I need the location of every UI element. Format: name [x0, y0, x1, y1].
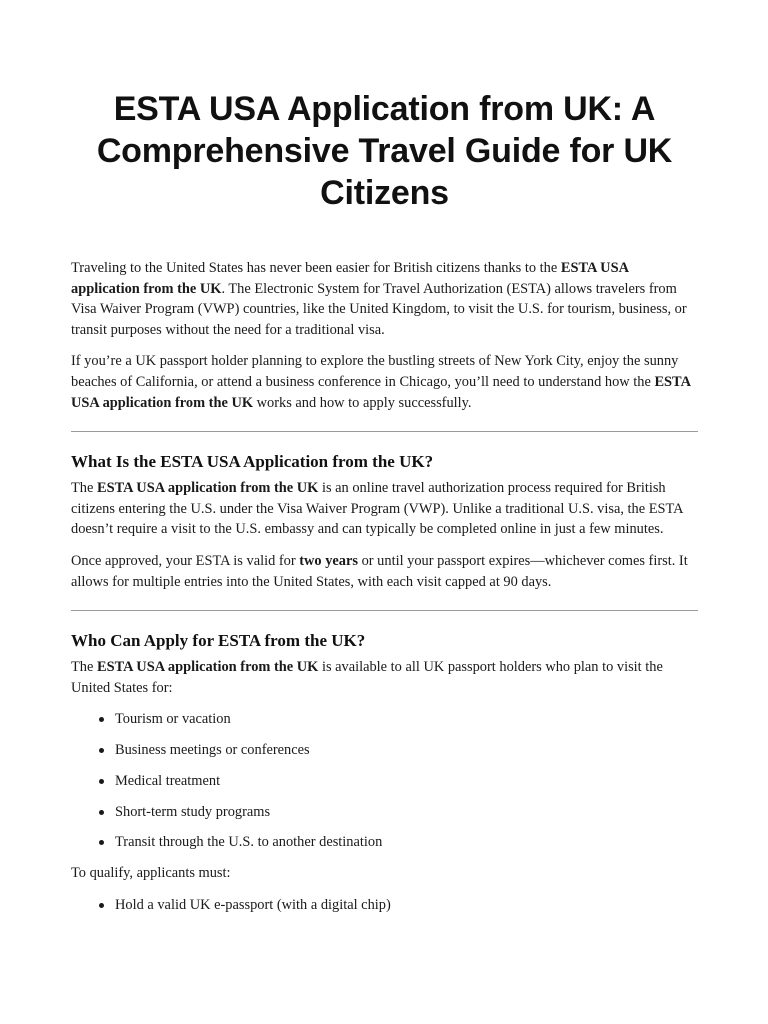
section-divider	[71, 431, 698, 432]
text-run: Traveling to the United States has never been easier for British citizens thanks to the	[71, 260, 561, 276]
list-item	[115, 895, 698, 916]
bullet-icon	[99, 779, 104, 784]
intro-paragraph-1	[71, 258, 698, 340]
list-item	[115, 709, 698, 730]
intro-paragraph-2	[71, 351, 698, 413]
list-item-text: Tourism or vacation	[115, 711, 231, 728]
section-divider	[71, 610, 698, 611]
qualify-intro: To qualify, applicants must:	[71, 865, 231, 882]
bold-text: ESTA USA application from the UK	[96, 480, 319, 497]
text-run: works and how to apply successfully.	[253, 394, 472, 411]
page-title: ESTA USA Application from UK: A Comprehensive Travel Guide for UK Citizens	[96, 90, 673, 212]
list-item	[115, 740, 698, 761]
requirements-list	[71, 895, 698, 916]
text-run: . The Electronic System for Travel Authorization (ESTA) allows travelers from Visa Waiver Program (VWP) countries, like the United Kingdom, to visit the U.S. for tourism, business, or transit purposes without the need for a traditional visa.	[71, 280, 687, 338]
bullet-icon	[99, 903, 104, 908]
section-heading-who-can-apply: Who Can Apply for ESTA from the UK?	[71, 631, 366, 651]
bold-text: ESTA USA application from the UK	[71, 260, 629, 297]
section1-paragraph-2	[71, 551, 698, 592]
text-run: or until your passport expires—whichever comes first. It allows for multiple entries into the United States, with each visit capped at 90 days.	[71, 552, 688, 590]
section1-paragraph-1	[71, 478, 698, 540]
list-item	[115, 832, 698, 853]
section-heading-what-is-esta: What Is the ESTA USA Application from the UK?	[71, 452, 434, 472]
bold-text: ESTA USA application from the UK	[96, 659, 319, 676]
text-run: The	[71, 659, 97, 676]
list-item-text: Short-term study programs	[115, 803, 271, 820]
list-item	[115, 771, 698, 792]
list-item-text: Medical treatment	[115, 772, 221, 789]
list-item-text: Hold a valid UK e-passport (with a digital chip)	[115, 896, 391, 913]
text-run: If you’re a UK passport holder planning to explore the bustling streets of New York City, enjoy the sunny beaches of California, or attend a business conference in Chicago, you’ll need to understand how the	[71, 353, 679, 390]
bullet-icon	[99, 748, 104, 753]
text-run: is an online travel authorization process required for British citizens entering the U.S. under the Visa Waiver Program (VWP). Unlike a traditional U.S. visa, the ESTA doesn’t require a visit to the U.S. embassy and can typically be completed online in just a few minutes.	[71, 480, 683, 538]
list-item-text: Transit through the U.S. to another destination	[115, 834, 383, 851]
bullet-icon	[99, 717, 104, 722]
text-run: Once approved, your ESTA is valid for	[71, 552, 300, 569]
bullet-icon	[99, 840, 104, 845]
text-run: The	[71, 480, 97, 497]
section2-paragraph-1	[71, 657, 698, 698]
list-item	[115, 802, 698, 823]
bullet-icon	[99, 810, 104, 815]
list-item-text: Business meetings or conferences	[115, 742, 310, 759]
bold-text: ESTA USA application from the UK	[71, 373, 691, 411]
purposes-list	[71, 709, 698, 853]
document-page	[71, 0, 698, 926]
text-run: is available to all UK passport holders who plan to visit the United States for:	[71, 659, 663, 696]
bold-text: two years	[299, 552, 358, 569]
